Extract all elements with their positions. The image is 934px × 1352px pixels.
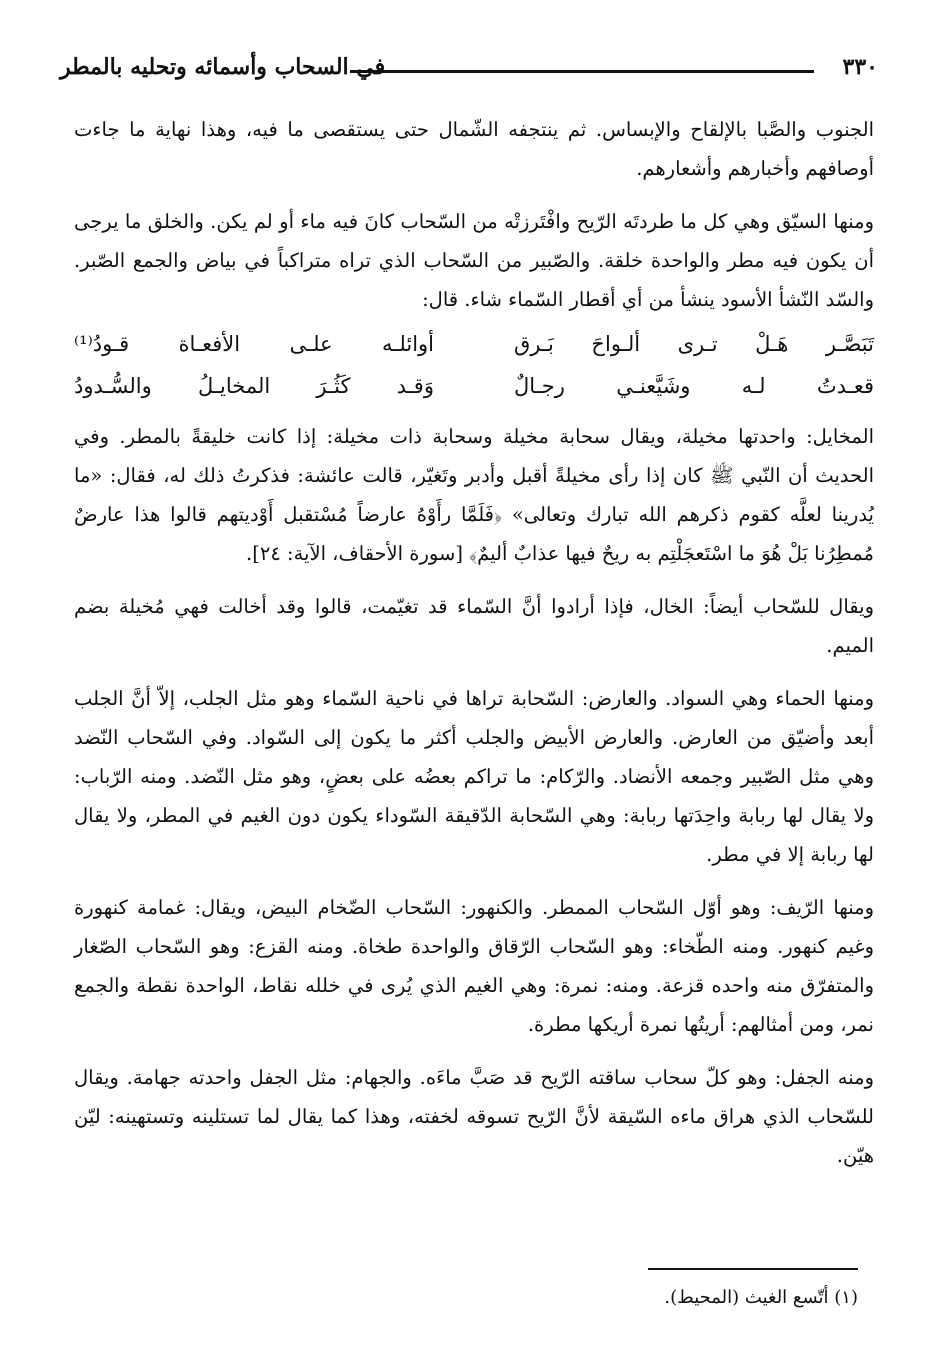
paragraph: ومنها السيّق وهي كل ما طردتَه الرّيح وافْتَرزتْه من السّحاب كانَ فيه ماء أو لم يكن. والخلق ما يرجى أن يكون فيه مطر والواحدة خلقة. والصّبير من السّحاب الذي تراه متراكباً في بياض والجمع الصّبر. والسّد النّشأ الأسود ينشأ من أي أقطار السّماء شاء. قال:: [74, 210, 874, 311]
paragraph: الجنوب والصَّبا بالإلقاح والإبساس. ثم ينتجفه الشّمال حتى يستقصى ما فيه، وهذا نهاية ما جاءت أوصافهم وأخبارهم وأشعارهم.: [74, 118, 874, 180]
running-title: في السحاب وأسمائه وتحليه بالمطر: [60, 54, 386, 80]
verse-line: [74, 365, 874, 407]
paragraph: المخايل: واحدتها مخيلة، ويقال سحابة مخيلة وسحابة ذات مخيلة: إذا كانت خليقةً بالمطر. وفي الحديث أن النّبي ﷺ كان إذا رأى مخيلةً أقبل وأدبر وتَغيّر، قالت عائشة: فذكرتُ ذلك له، فقال: «ما يُدرينا لعلَّه كقوم ذكرهم الله تبارك وتعالى» ﴿فَلَمَّا رأَوْهُ عارضاً مُسْتقبل أَوْديتهم قالوا هذا عارضٌ مُمطِرُنا بَلْ هُوَ ما اسْتَعجَلْتِم به ريحٌ فيها عذابٌ أليمٌ﴾ [سورة الأحقاف، الآية: ٢٤].: [74, 425, 874, 565]
page-body: [74, 110, 874, 1189]
paragraph: ومنها الحماء وهي السواد. والعارض: السّحابة تراها في ناحية السّماء وهو مثل الجلب، إلاّ أنَّ الجلب أبعد وأضيّق من العارض. والعارض الأبيض والجلب أكثر ما يكون إلى السّواد. وفي السّحاب النّضد وهي مثل الصّبير وجمعه الأنضاد. والرّكام: ما تراكم بعضُه على بعضٍ، وهو مثل النّضد. ومنه الرّباب: ولا يقال لها ربابة واحِدَتها ربابة: وهي السّحابة الدّقيقة السّوداء يكون دون الغيم في المطر، ولا يقال لها ربابة إلا في مطر.: [74, 687, 874, 866]
hemistich-left: وَقـد كَثُـرَ المخايـلُ والسُّـدودُ: [74, 374, 434, 398]
paragraph: ومنها الرّيف: وهو أوّل السّحاب الممطر. والكنهور: السّحاب الضّخام البيض، ويقال: غمامة كنهورة وغيم كنهور. ومنه الطّخاء: وهو السّحاب الرّقاق والواحدة طخاة. ومنه القزع: وهو السّحاب الصّغار والمتفرّق منه واحده قزعة. ومنه: نمرة: وهي الغيم الذي يُرى في خلله نقاط، الواحدة نقطة والجمع نمر، ومن أمثالهم: أريتُها نمرة أريكها مطرة.: [74, 896, 874, 1036]
footnote-rule: [648, 1268, 858, 1270]
paragraph: ويقال للسّحاب أيضاً: الخال، فإذا أرادوا أنَّ السّماء قد تغيّمت، قالوا وقد أخالت فهي مُخيلة بضم الميم.: [74, 595, 874, 657]
verse-line: [74, 323, 874, 365]
header-rule: [350, 70, 814, 73]
footnote: (١) أتّسع الغيث (المحيط).: [664, 1287, 858, 1308]
hemistich-right: تَبَصَّـر هَـلْ تـرى ألـواحَ بَـرق: [514, 332, 874, 356]
paragraph: ومنه الجفل: وهو كلّ سحاب ساقته الرّيح قد صَبَّ ماءَه. والجهام: مثل الجفل واحدته جهامة. ويقال للسّحاب الذي هراق ماءه السّيقة لأنَّ الرّيح تسوقه لخفته، وهذا كما يقال لما تستلينه وتستهينه: ليّن هيّن.: [74, 1066, 874, 1167]
page-header: [60, 54, 878, 90]
hemistich-left: أوائلـه علـى الأفعـاة قـودُ⁽¹⁾: [74, 332, 434, 356]
poem-verse: [74, 323, 874, 407]
hemistich-right: قعـدتُ لـه وشَيَّعنـي رجـالٌ: [514, 374, 874, 398]
page-number: ٣٣٠: [842, 54, 878, 80]
